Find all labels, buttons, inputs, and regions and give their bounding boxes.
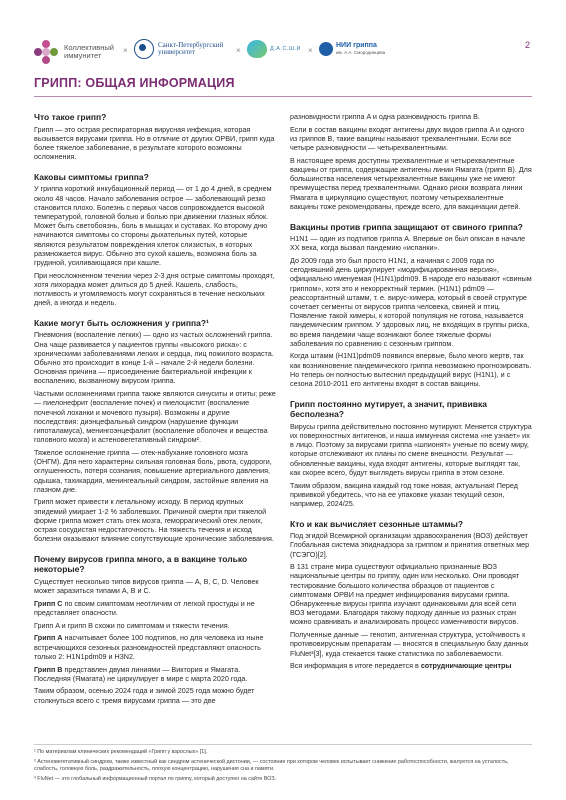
nii-emblem-icon — [319, 42, 333, 56]
footnote: ¹ По материалам клинических рекомендаций «Грипп у взрослых» [1]. — [34, 749, 208, 755]
footnote: ² Астеновегетативный синдром, также известный как синдром астенической дистонии, — состояние при котором человек испытывает снижение работоспособности, жалуется на усталость, слабость, головную боль, раздражительность, плохую концентрацию, нарушения сна и памяти. — [34, 759, 509, 772]
logo-line1: Коллективный — [64, 42, 114, 52]
page-title: ГРИПП: ОБЩАЯ ИНФОРМАЦИЯ — [34, 76, 235, 90]
paragraph: До 2009 года это был просто H1N1, а начиная с 2009 года по сегодняшний день циркулирует «модифицированная версия», официально именуемая (H1N1)pdm09. В народе его называют «свиным гриппом», хотя это и некорректный термин. (H1N1) pdm09 — реассортантный штамм, т. е. вирус-химера, который в своей структуре сочетает сегменты от вирусов гриппа человека, свиней и птиц. Появление такой химеры, к которой популяция не готова, называется пандемическим гриппом. У здоровых лиц, не входящих в группы риска, во время пандемии чаще возникают более тяжелые формы заболевания по сравнению с сезонным гриппом. — [290, 255, 532, 348]
footnote-divider — [34, 744, 532, 745]
logo-text — [64, 44, 114, 61]
paragraph: Грипп — это острая респираторная вирусная инфекция, которая вызывается вирусами гриппа. Но в отличие от других ОРВИ, грипп куда более тяжелое заболевание, в результате которого возможны осложнения. — [34, 124, 275, 162]
logo-line2: иммунитет — [64, 51, 102, 60]
nii-logo — [319, 39, 385, 59]
paragraph: Под эгидой Всемирной организации здравоохранения (ВОЗ) действует Глобальная система эпиднадзора за гриппом и принятия ответных мер (ГСЭГО)[2]. — [290, 531, 530, 559]
left-column — [34, 112, 276, 708]
footnotes — [34, 744, 532, 786]
paragraph: В 131 стране мира существуют официально признанные ВОЗ национальные центры по гриппу, один или несколько. Они проводят тестирование большого количества образцов от пациентов с симптомами ОРВИ на предмет инфицирования вирусами гриппа. Обнаруженные вирусы гриппа изучают одинаковыми для всей сети ВОЗ методами. Благодаря такому подходу данные из разных стран можно сравнивать и анализировать процесс изменчивости вирусов. — [290, 562, 520, 627]
nii-text — [336, 42, 385, 57]
logo-dots-icon — [34, 40, 58, 64]
dash-emblem-icon — [247, 40, 267, 58]
paragraph: Грипп может привести к летальному исходу. В период крупных эпидемий умирает 1-2 % заболевших. Причиной смерти при тяжелой форме гриппа может стать отек мозга, геморрагический отек легких, острая сосудистая недостаточность. На тяжесть течения и исход болезни оказывают влияние сопутствующие хронические заболевания. — [34, 497, 274, 544]
paragraph: У гриппа короткий инкубационный период — от 1 до 4 дней, в среднем около 48 часов. Начало заболевания острое — заболевающий резко становится плохо. Болезнь с первых часов сопровождается высокой температурой, головной болью и болью при движении глазных яблок. Может быть светобоязнь, боль в мышцах и суставах. Ко второму дню начинаются симптомы со стороны дыхательных путей, которые являются результатом повреждения клеток слизистых, в которых размножается вирус. Обычно это сухой кашель, возможна боль за грудиной, усиливающаяся при кашле. — [34, 184, 272, 267]
title-divider — [34, 96, 532, 97]
section-heading: Каковы симптомы гриппа? — [34, 171, 149, 182]
paragraph: Существует несколько типов вирусов гриппа — A, B, C, D. Человек может заразиться типами A, B и C. — [34, 576, 259, 596]
paragraph: Таким образом, осенью 2024 года и зимой 2025 года можно будет столкнуться всего с тремя вирусами гриппа — это две — [34, 686, 255, 705]
paragraph: Вирусы гриппа действительно постоянно мутируют. Меняется структура их поверхностных антигенов, и наша иммунная система «не узнает» их в лицо. Поэтому за вирусами гриппа «шпионят» ученые по всему миру, которые отслеживают их планы по смене внешности. Результат — обновленные вакцины, куда входят антигены, которые выглядят так, как скорее всего, будут выглядеть вирусы гриппа в этом сезоне. — [290, 421, 532, 477]
spbu-text — [158, 42, 223, 57]
paragraph: Пневмония (воспаление легких) — одно из частых осложнений гриппа. Она чаще развивается у пациентов группы «высокого риска»: с хроническими заболеваниями легких и сердца, лиц пожилого возраста. Обычно это происходит в конце 1-й – начале 2-й недели болезни. Основная причина — присоединение бактериальной инфекции к воспалению, вызванному вирусом гриппа. — [34, 330, 274, 386]
spbu-emblem-icon — [134, 39, 154, 59]
separator: × — [308, 46, 313, 55]
dash-logo — [247, 39, 301, 59]
section-heading: Какие могут быть осложнения у гриппа?¹ — [34, 317, 209, 328]
paragraph: Когда штамм (H1N1)pdm09 появился впервые, было много жертв, так как возникновение пандемического гриппа невозможно прогнозировать. Но теперь он полностью вытеснил предыдущий вирус (H1N1), и с сезона 2010-2011 его антигены входят в состав вакцины. — [290, 351, 532, 389]
section-heading: Что такое грипп? — [34, 112, 107, 122]
paragraph: Частыми осложнениями гриппа также являются синуситы и отиты; реже — пиелонефрит (воспаление почек) и пиелоцистит (воспаление почечной лоханки и мочевого пузыря). Возможны и другие последствия: диэнцефальный синдром (нарушение функции гипоталамуса), менингоэнцефалит (воспаление оболочек и вещества головного мозга) и астеновегетативный синдром². — [34, 389, 276, 445]
separator: × — [236, 46, 241, 55]
paragraph: Грипп A и грипп B схожи по симптомам и тяжести течения. — [34, 620, 230, 630]
bold-lead: Грипп A — [34, 633, 63, 643]
footnote: ³ FluNet — это глобальный информационный портал по гриппу, который доступен на сайте ВОЗ. — [34, 776, 277, 782]
paragraph — [34, 665, 276, 683]
separator: × — [123, 46, 128, 55]
spbu-line1: Санкт-Петербургский — [158, 40, 224, 49]
section-heading: Вакцины против гриппа защищают от свиного гриппа? — [290, 221, 523, 232]
paragraph-text: насчитывает более 100 подтипов, но для человека из ныне встречающихся сезонных разновидностей представляют опасность только 2: H1N1pdm09 и H3N2. — [34, 633, 264, 661]
page-header — [0, 0, 566, 62]
paragraph — [34, 599, 276, 617]
nii-sub: им. А.А. Смородинцева — [336, 50, 386, 55]
dash-text: Д.А.С.Ш.И — [270, 46, 301, 52]
paragraph-text: Вся информация в итоге передается в — [290, 661, 421, 671]
paragraph: Если в состав вакцины входят антигены двух видов гриппа A и одного из гриппов B, такие вакцины называют трехвалентными. Если все четыре разновидности — четырехвалентными. — [290, 124, 525, 153]
bold-lead: Грипп C — [34, 598, 63, 608]
paragraph-text: по своим симптомам неотличим от легкой простуды и не представляет опасности. — [34, 598, 255, 618]
section-heading: Грипп постоянно мутирует, а значит, прививка бесполезна? — [290, 398, 487, 420]
paragraph — [290, 661, 532, 670]
paragraph: Тяжелое осложнение гриппа — отек-набухание головного мозга (ОНГМ). Для него характерны сильная головная боль, рвота, судороги, оглушенность, потеря сознания, повышение артериального давления, одышка, тахикардия, менингеальный синдром, застойные явления на глазном дне. — [34, 447, 272, 494]
collective-immunity-logo — [34, 40, 114, 64]
right-column — [290, 112, 532, 674]
paragraph — [34, 633, 276, 661]
paragraph: H1N1 — один из подтипов гриппа A. Впервые он был описан в начале XX века, когда вызвал пандемию «испанки». — [290, 234, 526, 253]
paragraph: разновидности гриппа A и одна разновидность гриппа B. — [290, 112, 480, 121]
paragraph: Полученные данные — генотип, антигенная структура, устойчивость к противовирусным препаратам — вносятся в специальную базу данных FluNet³[3], куда стекается также статистика по заболеваемости. — [290, 630, 529, 658]
title-bar — [34, 76, 532, 97]
nii-label: НИИ гриппа — [336, 41, 377, 49]
bold-lead: Грипп B — [34, 664, 63, 674]
page-number: 2 — [524, 40, 530, 50]
spbu-line2: университет — [158, 48, 195, 56]
paragraph: При неосложненном течении через 2-3 дня острые симптомы проходят, хотя лихорадка может длиться до 5 дней. Кашель, слабость, потливость и утомляемость могут сохраняться в течение нескольких дней, а иногда и недель. — [34, 270, 275, 308]
section-heading: Почему вирусов гриппа много, а в вакцине только некоторые? — [34, 553, 248, 575]
section-heading: Кто и как вычисляет сезонные штаммы? — [290, 518, 464, 529]
spbu-logo — [134, 39, 223, 59]
paragraph-text: представлен двумя линиями — Виктория и Ямагата. Последняя (Ямагата) не циркулирует в мире с марта 2020 года. — [34, 664, 248, 683]
paragraph: В настоящее время доступны трехвалентные и четырехвалентные вакцины от гриппа, содержащие антигены линии Ямагата (грипп B). Для большинства населения четырехвалентные вакцины уже не имеют преимущества перед трехвалентными. Однако риски возврата линии Ямагата в циркуляцию существуют, поэтому четырехвалентные вакцины тоже рекомендованы, прежде всего, для вакцинации детей. — [290, 155, 532, 211]
paragraph: Таким образом, вакцина каждый год тоже новая, актуальная! Перед прививкой убедитесь, что на ее упаковке указан текущий сезон, например, 2024/25. — [290, 480, 518, 508]
bold-phrase: сотрудничающие центры — [420, 661, 512, 671]
